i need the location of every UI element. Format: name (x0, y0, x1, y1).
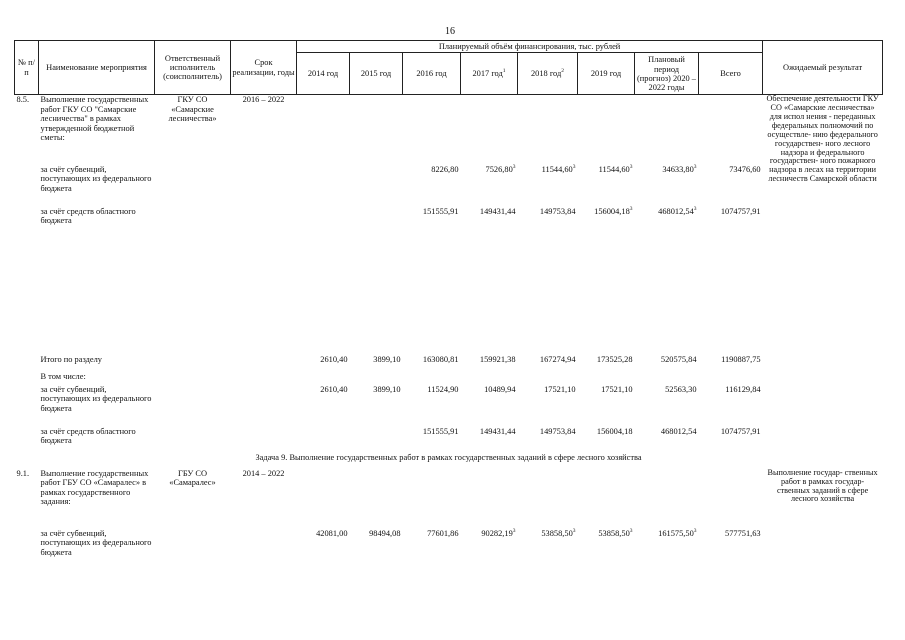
expected-result: Обеспечение деятельности ГКУ СО «Самарские лесничества» для испол нения - переданных федеральных полномочий по осуществле- нию федерального государствен- ного лесного надзора и федерального государствен- ного пожарного надзора в лесах на территории лесничеств Самарской области (766, 94, 879, 184)
row-label: Итого по разделу (40, 354, 102, 364)
table-row: за счёт субвенций, поступающих из федерального бюджета 42081,00 98494,08 77601,86 90282,19$^3$ 53858,50$^3$ 53858,50$^3$ 161575,50$^3$ 577751,63 (15, 529, 883, 565)
row-label: за счёт субвенций, поступающих из федерального бюджета (40, 384, 152, 413)
table-row: за счёт субвенций, поступающих из федерального бюджета 2610,40 3899,10 11524,90 10489,94 17521,10 17521,10 52563,30 116129,84 (15, 385, 883, 427)
row-number: 9.1. (16, 468, 30, 478)
header-result: Ожидаемый результат (763, 41, 883, 95)
funding-table (14, 40, 883, 565)
header-2018: 2018 год$^2$ (518, 53, 578, 95)
header-executor: Ответственный исполнитель (соисполнитель) (155, 41, 231, 95)
row-label: за счёт субвенций, поступающих из федерального бюджета (40, 164, 152, 193)
header-2017: 2017 год$^1$ (461, 53, 518, 95)
table-row: за счёт средств областного бюджета 151555,91 149431,44 149753,84 156004,18$^3$ 468012,54$^3$ 1074757,91 (15, 207, 883, 355)
including-row (15, 372, 883, 385)
table-row: за счёт субвенций, поступающих из федерального бюджета 8226,80 7526,80$^3$ 11544,60$^3$ 11544,60$^3$ 34633,80$^3$ 73476,60 (15, 165, 883, 207)
section-total-row: Итого по разделу 2610,40 3899,10 163080,81 159921,38 167274,94 173525,28 520575,84 1190887,75 (15, 355, 883, 372)
row-8-5-title (15, 95, 883, 165)
row-label: за счёт средств областного бюджета (40, 426, 136, 446)
header-funding: Планируемый объём финансирования, тыс. рублей (297, 41, 763, 53)
executor: ГБУ СО «Самаралес» (169, 468, 216, 488)
header-no: № п/п (15, 41, 39, 95)
header-2016: 2016 год (403, 53, 461, 95)
row-label: за счёт средств областного бюджета (40, 206, 136, 226)
header-planned: Плановый период (прогноз) 2020 – 2022 годы (635, 53, 699, 95)
row-9-1-title (15, 469, 883, 529)
row-number: 8.5. (16, 95, 30, 105)
page-number: 16 (445, 26, 455, 37)
expected-result: Выполнение государ- ственных работ в рамках государ- ственных заданий в сфере лесного хозяйства (767, 467, 878, 504)
table-row: за счёт средств областного бюджета 151555,91 149431,44 149753,84 156004,18 468012,54 1074757,91 (15, 427, 883, 453)
activity-name: Выполнение государственных работ ГБУ СО «Самаралес» в рамках государственного задания: (40, 468, 149, 507)
header-total: Всего (699, 53, 763, 95)
activity-name: Выполнение государственных работ ГКУ СО "Самарские лесничества" в рамках утвержденной бюджетной сметы: (40, 95, 149, 143)
term: 2014 – 2022 (242, 468, 285, 478)
row-label: за счёт субвенций, поступающих из федерального бюджета (40, 528, 152, 557)
header-name: Наименование мероприятия (39, 41, 155, 95)
term: 2016 – 2022 (242, 95, 285, 105)
header-2019: 2019 год (578, 53, 635, 95)
executor: ГКУ СО «Самарские лесничества» (168, 95, 217, 124)
task-heading: Задача 9. Выполнение государственных работ в рамках государственных заданий в сфере лесного хозяйства (255, 452, 642, 462)
header-term: Срок реализации, годы (231, 41, 297, 95)
header-2015: 2015 год (350, 53, 403, 95)
row-label: В том числе: (40, 371, 86, 381)
header-2014: 2014 год (297, 53, 350, 95)
